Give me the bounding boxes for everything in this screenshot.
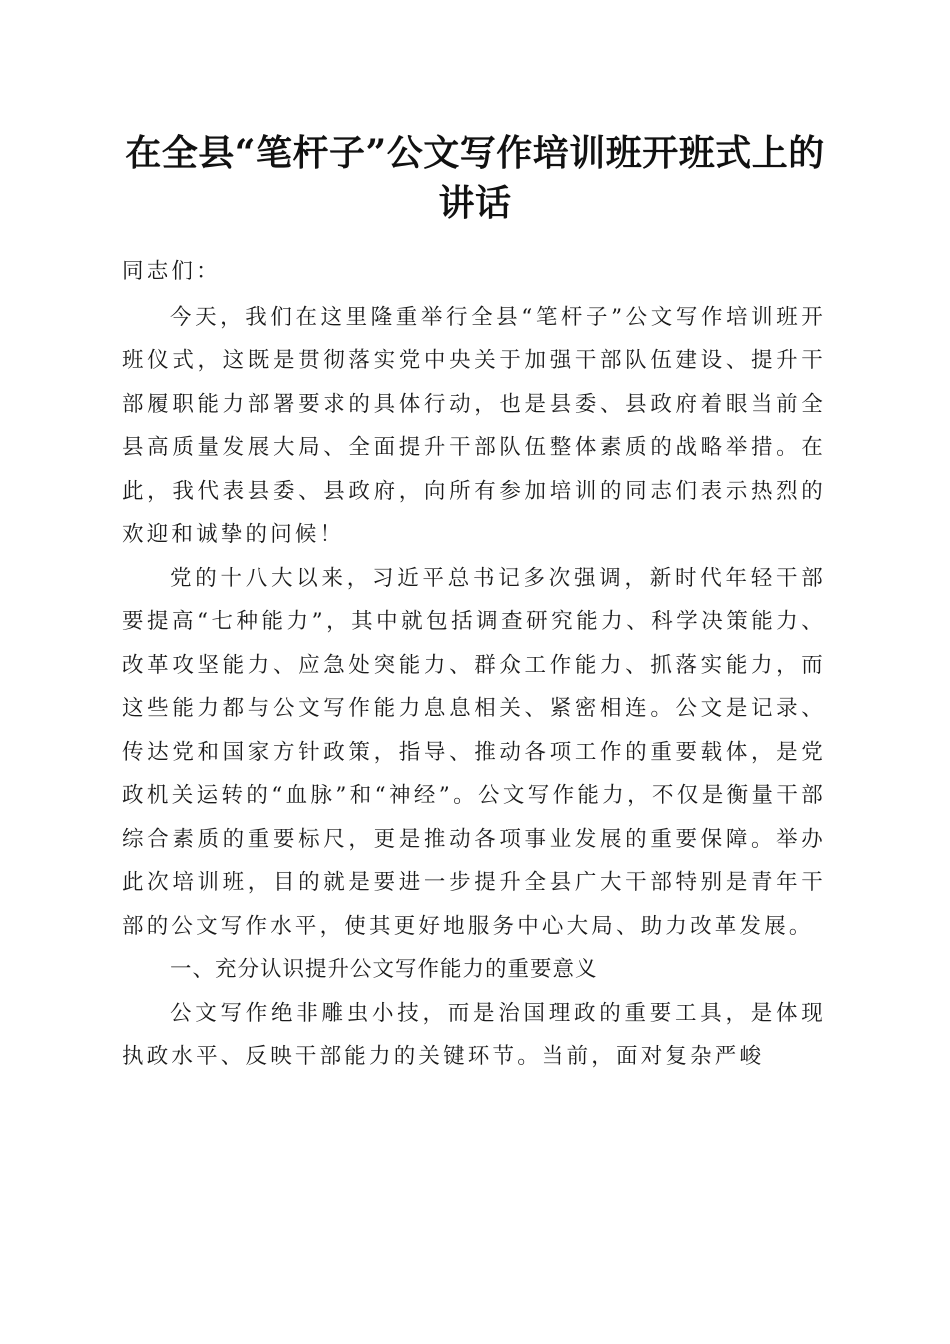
paragraph-opening: 今天，我们在这里隆重举行全县“笔杆子”公文写作培训班开班仪式，这既是贯彻落实党中央关于加强干部队伍建设、提升干部履职能力部署要求的具体行动，也是县委、县政府着眼当前全县高质量发展大局、全面提升干部队伍整体素质的战略举措。在此，我代表县委、县政府，向所有参加培训的同志们表示热烈的欢迎和诚挚的问候！ <box>122 304 826 547</box>
section-paragraph: 公文写作绝非雕虫小技，而是治国理政的重要工具，是体现执政水平、反映干部能力的关键环节。当前，面对复杂严峻 <box>122 1000 826 1069</box>
paragraph-background: 党的十八大以来，习近平总书记多次强调，新时代年轻干部要提高“七种能力”，其中就包括调查研究能力、科学决策能力、改革攻坚能力、应急处突能力、群众工作能力、抓落实能力，而这些能力都与公文写作能力息息相关、紧密相连。公文是记录、传达党和国家方针政策，指导、推动各项工作的重要载体，是党政机关运转的“血脉”和“神经”。公文写作能力，不仅是衡量干部综合素质的重要标尺，更是推动各项事业发展的重要保障。举办此次培训班，目的就是要进一步提升全县广大干部特别是青年干部的公文写作水平，使其更好地服务中心大局、助力改革发展。 <box>122 565 826 939</box>
title-line-1: 在全县“笔杆子”公文写作培训班开班式上的 <box>125 132 825 174</box>
salutation: 同志们： <box>122 259 221 284</box>
document-body <box>122 250 826 1079</box>
page-title <box>100 128 850 228</box>
title-line-2: 讲话 <box>438 182 512 224</box>
section-heading: 一、充分认识提升公文写作能力的重要意义 <box>170 957 598 982</box>
